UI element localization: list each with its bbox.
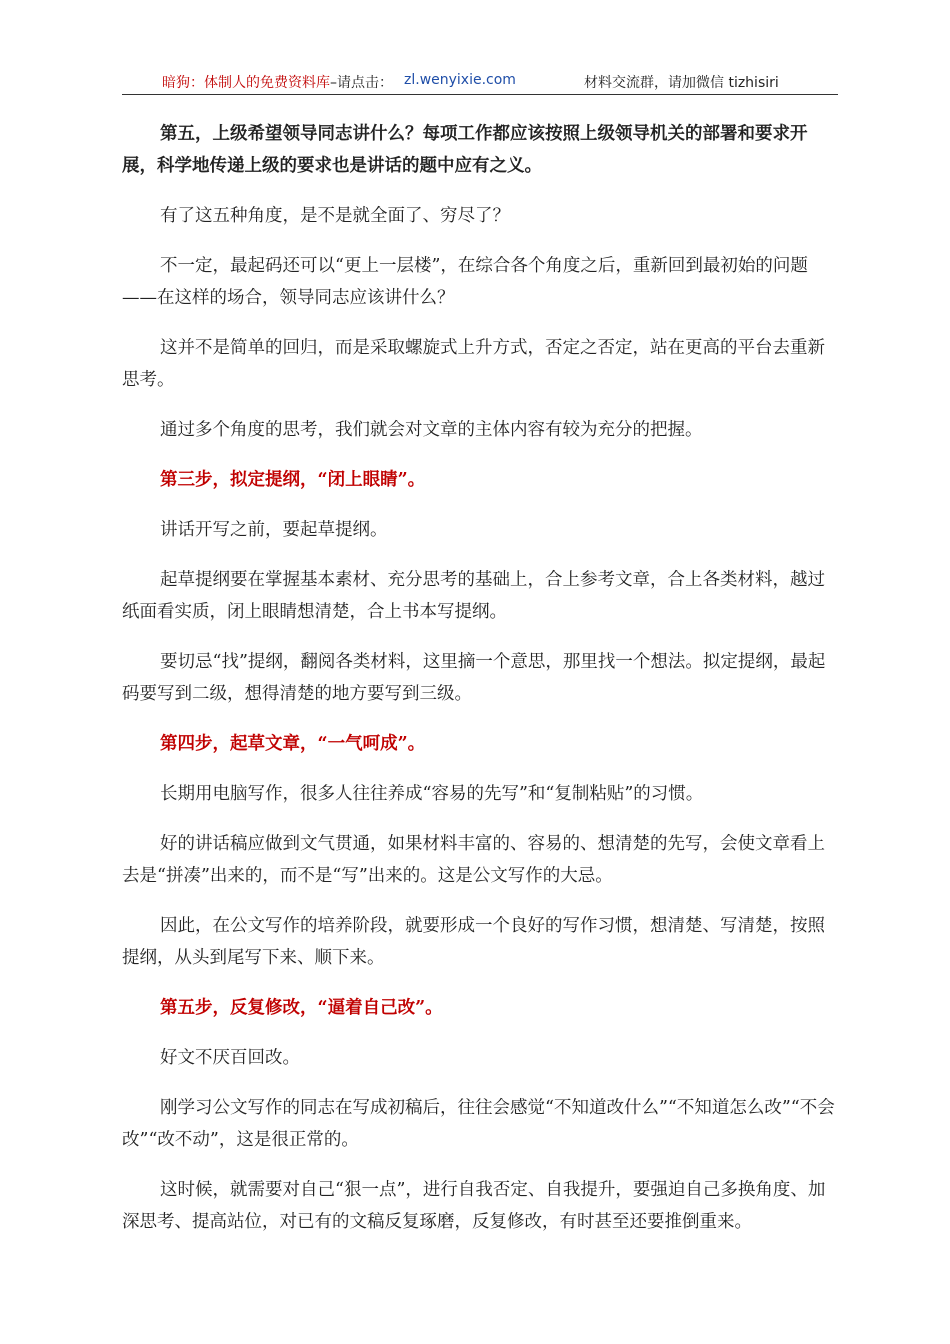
site-title: 暗狗：体制人的免费资料库 <box>162 75 330 91</box>
paragraph: 这并不是简单的回归，而是采取螺旋式上升方式，否定之否定，站在更高的平台去重新思考。 <box>122 338 825 390</box>
paragraph: 因此，在公文写作的培养阶段，就要形成一个良好的写作习惯，想清楚、写清楚，按照提纲，从头到尾写下来、顺下来。 <box>122 916 825 968</box>
click-prompt: –请点击： <box>330 75 393 91</box>
paragraph: 有了这五种角度，是不是就全面了、穷尽了？ <box>160 206 510 226</box>
paragraph: 好文不厌百回改。 <box>160 1048 300 1068</box>
paragraph: 刚学习公文写作的同志在写成初稿后，往往会感觉“不知道改什么”“不知道怎么改”“不会改”“改不动”，这是很正常的。 <box>122 1098 835 1150</box>
paragraph: 这时候，就需要对自己“狠一点”，进行自我否定、自我提升，要强迫自己多换角度、加深思考、提高站位，对已有的文稿反复琢磨，反复修改，有时甚至还要推倒重来。 <box>122 1180 826 1232</box>
paragraph: 第五，上级希望领导同志讲什么？每项工作都应该按照上级领导机关的部署和要求开展，科学地传递上级的要求也是讲话的题中应有之义。 <box>122 124 808 176</box>
paragraph: 好的讲话稿应做到文气贯通，如果材料丰富的、容易的、想清楚的先写，会使文章看上去是“拼凑”出来的，而不是“写”出来的。这是公文写作的大忌。 <box>122 834 825 886</box>
paragraph: 长期用电脑写作，很多人往往养成“容易的先写”和“复制粘贴”的习惯。 <box>160 784 704 804</box>
step-heading: 第四步，起草文章，“一气呵成”。 <box>160 734 426 754</box>
wechat-note: 材料交流群，请加微信 tizhisiri <box>584 75 779 91</box>
paragraph: 不一定，最起码还可以“更上一层楼”，在综合各个角度之后，重新回到最初始的问题——在这样的场合，领导同志应该讲什么？ <box>122 256 808 308</box>
paragraph: 要切忌“找”提纲，翻阅各类材料，这里摘一个意思，那里找一个想法。拟定提纲，最起码要写到二级，想得清楚的地方要写到三级。 <box>122 652 826 704</box>
paragraph: 通过多个角度的思考，我们就会对文章的主体内容有较为充分的把握。 <box>160 420 703 440</box>
site-link[interactable]: zl.wenyixie.com <box>404 72 516 88</box>
paragraph: 起草提纲要在掌握基本素材、充分思考的基础上，合上参考文章，合上各类材料，越过纸面看实质，闭上眼睛想清楚，合上书本写提纲。 <box>122 570 825 622</box>
step-heading: 第三步，拟定提纲，“闭上眼睛”。 <box>160 470 426 490</box>
step-heading: 第五步，反复修改，“逼着自己改”。 <box>160 998 443 1018</box>
document-body <box>122 118 838 1256</box>
page-header <box>122 70 838 95</box>
paragraph: 讲话开写之前，要起草提纲。 <box>160 520 388 540</box>
